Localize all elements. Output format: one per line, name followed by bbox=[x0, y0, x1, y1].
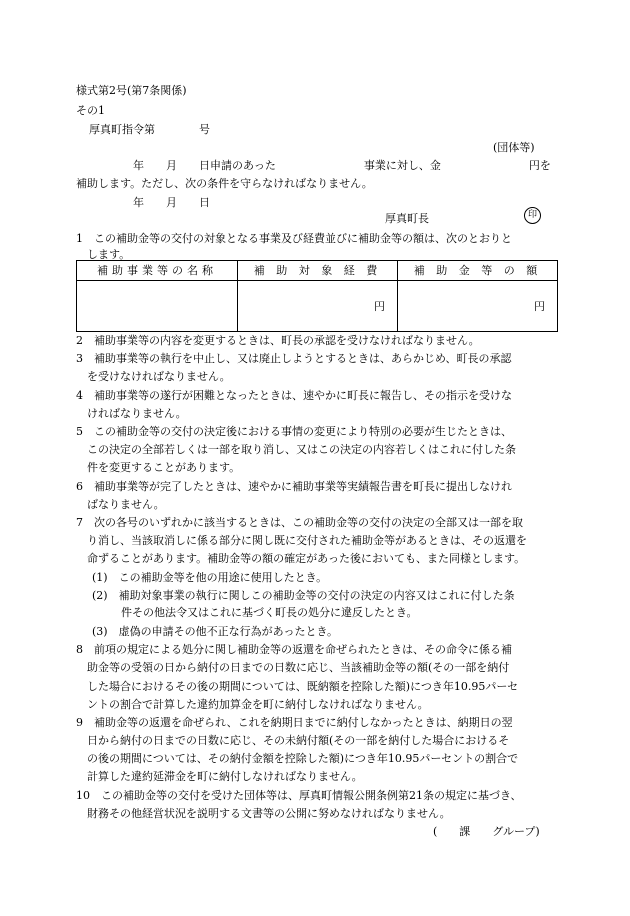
cell-project-name bbox=[77, 281, 238, 332]
item-4-line-2: ければなりません。 bbox=[87, 407, 187, 420]
item-8-line-2: 助金等の受領の日から納付の日までの日数に応じ、当該補助金等の額(その一部を納付 bbox=[87, 661, 510, 674]
header-project-name: 補助事業等の名称 bbox=[77, 261, 238, 281]
item-3-line-1: 3 補助事業等の執行を中止し、又は廃止しようとするときは、あらかじめ、町長の承認 bbox=[76, 352, 512, 365]
item-4-line-1: 4 補助事業等の遂行が困難となったときは、速やかに町長に報告し、その指示を受けな bbox=[76, 389, 512, 402]
item-6-line-2: ばなりません。 bbox=[87, 498, 165, 511]
item-10-line-1: 10 この補助金等の交付を受けた団体等は、厚真町情報公開条例第21条の規定に基づき、 bbox=[76, 789, 522, 802]
item-5-line-1: 5 この補助金等の交付の決定後における事情の変更により特別の必要が生じたときは、 bbox=[76, 425, 512, 438]
item-7-line-2: り消し、当該取消しに係る部分に関し既に交付された補助金等があるときは、その返還を bbox=[87, 534, 527, 547]
item-5-line-2: この決定の全部若しくは一部を取り消し、又はこの決定の内容若しくはこれに付した条 bbox=[87, 443, 516, 456]
item-7-line-1: 7 次の各号のいずれかに該当するときは、この補助金等の交付の決定の全部又は一部を取 bbox=[76, 516, 523, 529]
item-1-line-1: 1 この補助金等の交付の対象となる事業及び経費並びに補助金等の額は、次のとおりと bbox=[76, 232, 512, 245]
item-8-line-4: ントの割合で計算した違約加算金を町に納付しなければなりません。 bbox=[87, 698, 429, 711]
item-3-line-2: を受けなければなりません。 bbox=[87, 370, 231, 383]
table-header-row bbox=[77, 261, 558, 281]
item-7-sub-1: (1) この補助金等を他の用途に使用したとき。 bbox=[92, 571, 328, 584]
item-7-line-3: 命ずることがあります。補助金等の額の確定があった後においても、また同様とします。 bbox=[87, 552, 526, 565]
cell-grant-amount: 円 bbox=[398, 281, 558, 332]
item-8-line-3: した場合におけるその後の期間については、既納額を控除した額)につき年10.95パーセ bbox=[87, 680, 519, 693]
form-part: その1 bbox=[76, 104, 105, 117]
item-7-sub-2-line-1: (2) 補助対象事業の執行に関しこの補助金等の交付の決定の内容又はこれに付した条 bbox=[92, 589, 515, 602]
item-6-line-1: 6 補助事業等が完了したときは、速やかに補助事業等実績報告書を町長に提出しなけれ bbox=[76, 480, 512, 493]
issue-date: 年 月 日 bbox=[133, 196, 210, 209]
item-9-line-3: の後の期間については、その納付金額を控除した額)につき年10.95パーセントの割合で bbox=[87, 752, 519, 765]
official-seal: 印 bbox=[524, 207, 541, 224]
item-9-line-4: 計算した違約延滞金を町に納付しなければなりません。 bbox=[87, 770, 363, 783]
grant-table bbox=[76, 260, 558, 332]
notice-line-1: 年 月 日申請のあった 事業に対し、金 円を bbox=[133, 159, 551, 172]
item-7-sub-3: (3) 虚偽の申請その他不正な行為があったとき。 bbox=[92, 625, 339, 638]
item-7-sub-2-line-2: 件その他法令又はこれに基づく町長の処分に違反したとき。 bbox=[121, 606, 418, 619]
header-grant-amount: 補 助 金 等 の 額 bbox=[398, 261, 558, 281]
item-10-line-2: 財務その他経営状況を説明する文書等の公開に努めなければなりません。 bbox=[87, 807, 451, 820]
recipient-label: (団体等) bbox=[493, 141, 535, 154]
item-2: 2 補助事業等の内容を変更するときは、町長の承認を受けなければなりません。 bbox=[76, 334, 480, 347]
form-number: 様式第2号(第7条関係) bbox=[76, 84, 187, 97]
item-1-line-2: します。 bbox=[87, 248, 131, 261]
issuer-title: 厚真町長 bbox=[385, 212, 429, 225]
department-footer: ( 課 グループ) bbox=[433, 825, 540, 838]
item-9-line-2: 日から納付の日までの日数に応じ、その未納付額(その一部を納付した場合におけるそ bbox=[87, 734, 510, 747]
cell-eligible-cost: 円 bbox=[238, 281, 398, 332]
notice-line-2: 補助します。ただし、次の条件を守らなければなりません。 bbox=[76, 177, 373, 190]
table-row bbox=[77, 281, 558, 332]
header-eligible-cost: 補 助 対 象 経 費 bbox=[238, 261, 398, 281]
designation-number: 厚真町指令第 号 bbox=[89, 123, 210, 136]
item-5-line-3: 件を変更することがあります。 bbox=[87, 461, 241, 474]
item-8-line-1: 8 前項の規定による処分に関し補助金等の返還を命ぜられたときは、その命令に係る補 bbox=[76, 643, 512, 656]
item-9-line-1: 9 補助金等の返還を命ぜられ、これを納期日までに納付しなかったときは、納期日の翌 bbox=[76, 716, 513, 729]
